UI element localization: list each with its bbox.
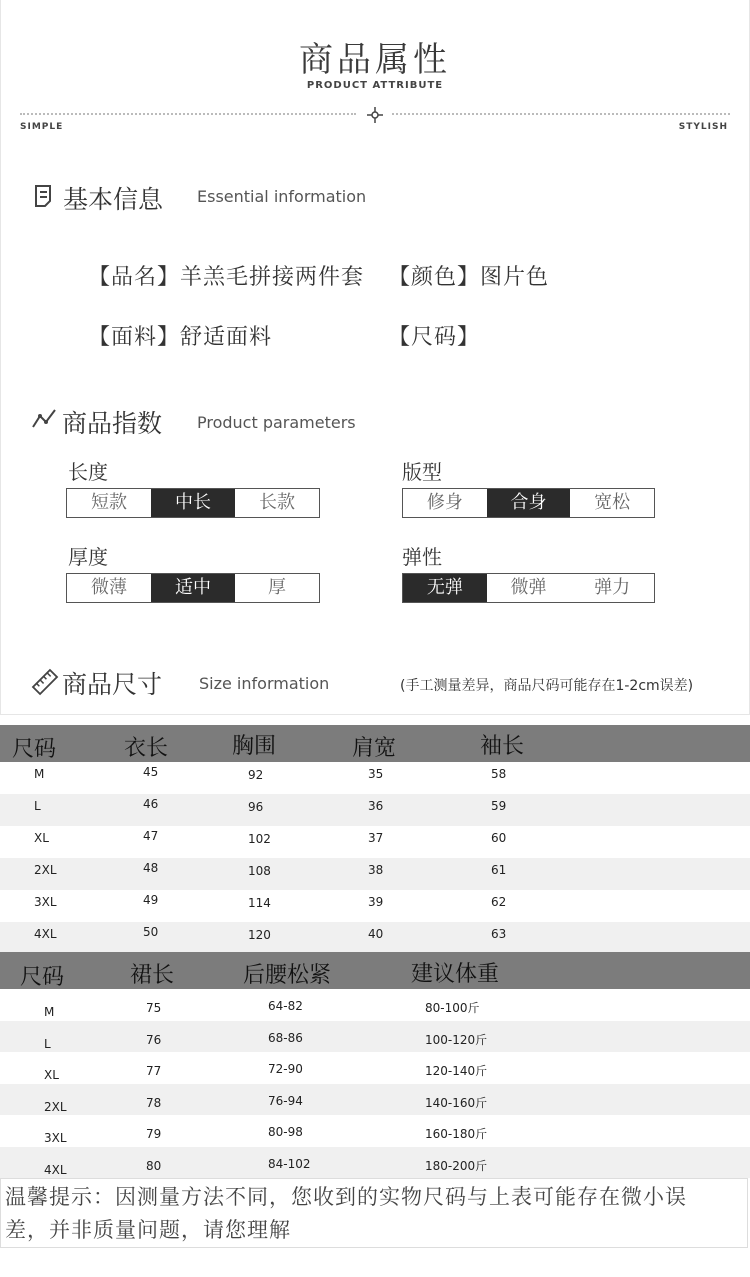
table1-cell-size: 4XL [34, 927, 57, 941]
warm-tip-line2: 差，并非质量问题，请您理解 [5, 1218, 291, 1242]
divider-left [20, 113, 356, 115]
length-option-long: 长款 [259, 492, 295, 513]
length-option-mid: 中长 [151, 489, 235, 517]
table1-cell-sleeve: 62 [491, 895, 507, 909]
params-title-en: Product parameters [197, 413, 356, 432]
fit-option-slim: 修身 [426, 492, 463, 513]
table1-row [0, 858, 750, 890]
table2-row [0, 1084, 750, 1116]
table1-header-sleeve: 袖长 [480, 734, 525, 759]
warm-tip-line1: 温馨提示：因测量方法不同，您收到的实物尺码与上表可能存在微小误 [5, 1185, 687, 1209]
table1-header-shoulder: 肩宽 [352, 736, 397, 761]
table1-row [0, 762, 750, 794]
table2-cell-size: 3XL [44, 1131, 67, 1145]
ruler-icon [31, 668, 59, 696]
table2-cell-waist: 80-98 [268, 1125, 303, 1139]
table2-cell-waist: 72-90 [268, 1062, 303, 1076]
size-note: (手工测量差异，商品尺码可能存在1-2cm误差) [400, 678, 694, 694]
length-selector [66, 488, 320, 518]
thickness-label: 厚度 [68, 545, 108, 569]
table2-cell-weight: 140-160斤 [425, 1095, 488, 1110]
table2-cell-waist: 76-94 [268, 1093, 303, 1108]
page-title: 商品属性 [299, 40, 451, 80]
table2-row [0, 1115, 750, 1147]
table1-cell-chest: 96 [248, 800, 264, 814]
page-subtitle: PRODUCT ATTRIBUTE [306, 80, 444, 91]
table1-cell-chest: 102 [248, 832, 271, 846]
table2-cell-weight: 100-120斤 [425, 1032, 488, 1047]
table2-header-skirt-length: 裙长 [130, 963, 175, 988]
document-icon [33, 184, 55, 208]
table1-cell-length: 45 [143, 765, 159, 779]
table1-row [0, 922, 750, 954]
table1-cell-sleeve: 59 [491, 799, 507, 813]
table1-cell-sleeve: 58 [491, 767, 507, 781]
product-fabric: 【面料】舒适面料 [88, 325, 273, 350]
table1-cell-chest: 114 [248, 896, 271, 910]
thickness-option-thick: 厚 [268, 577, 286, 598]
product-name: 【品名】羊羔毛拼接两件套 [88, 265, 365, 290]
elasticity-option-none: 无弹 [403, 574, 487, 602]
table1-cell-size: M [34, 767, 45, 781]
length-label: 长度 [68, 460, 108, 484]
table1-row [0, 794, 750, 826]
table1-cell-sleeve: 61 [491, 863, 507, 877]
basic-info-title: 基本信息 [63, 185, 164, 214]
table1-cell-length: 48 [143, 861, 159, 875]
length-option-short: 短款 [91, 492, 127, 513]
table1-header-length: 衣长 [124, 736, 169, 761]
crosshair-ornament-icon [366, 106, 384, 124]
table1-cell-shoulder: 37 [368, 831, 384, 845]
size-info-title-en: Size information [199, 674, 330, 693]
warm-tip [0, 1178, 748, 1248]
table2-cell-waist: 68-86 [268, 1030, 303, 1045]
table1-header [0, 725, 750, 762]
table1-cell-shoulder: 40 [368, 927, 384, 941]
table1-header-chest: 胸围 [232, 734, 277, 759]
table2-cell-weight: 180-200斤 [425, 1158, 488, 1173]
basic-info-title-en: Essential information [197, 187, 367, 206]
table1-cell-length: 50 [143, 925, 159, 939]
fit-selector [402, 488, 655, 518]
table1-cell-shoulder: 38 [368, 863, 384, 877]
table2-header [0, 952, 750, 989]
table1-cell-sleeve: 63 [491, 927, 507, 941]
table1-cell-chest: 108 [248, 864, 271, 878]
stylish-label: STYLISH [678, 122, 728, 132]
elasticity-selector [402, 573, 655, 603]
elasticity-option-slight: 微弹 [510, 577, 547, 598]
table1-cell-shoulder: 39 [368, 895, 384, 909]
table1-cell-chest: 92 [248, 768, 264, 782]
table2-cell-skirt-length: 79 [146, 1127, 162, 1141]
simple-label: SIMPLE [20, 122, 64, 132]
table1-cell-size: 3XL [34, 895, 57, 909]
table2-cell-skirt-length: 77 [146, 1064, 162, 1078]
table2-cell-weight: 80-100斤 [425, 1001, 480, 1015]
table2-header-size: 尺码 [20, 965, 65, 990]
thickness-option-thin: 微薄 [91, 577, 127, 598]
table1-cell-size: 2XL [34, 863, 57, 877]
table2-row [0, 1021, 750, 1053]
table1-cell-length: 47 [143, 829, 159, 843]
thickness-selector [66, 573, 320, 603]
table2-cell-waist: 64-82 [268, 999, 303, 1013]
table2-cell-waist: 84-102 [268, 1156, 311, 1171]
elasticity-label: 弹性 [402, 545, 442, 569]
divider-right [392, 113, 730, 115]
elasticity-option-stretch: 弹力 [594, 577, 631, 598]
fit-option-regular: 合身 [487, 489, 571, 517]
table2-cell-skirt-length: 78 [146, 1095, 162, 1110]
fit-option-loose: 宽松 [594, 492, 631, 513]
table2-cell-size: XL [44, 1068, 59, 1082]
table2-row [0, 989, 750, 1021]
table2-cell-size: L [44, 1036, 51, 1051]
table1-cell-shoulder: 36 [368, 799, 384, 813]
table2-cell-weight: 120-140斤 [425, 1064, 488, 1078]
table2-header-waist: 后腰松紧 [243, 963, 332, 988]
table1-cell-sleeve: 60 [491, 831, 507, 845]
product-size: 【尺码】 [388, 325, 481, 350]
table1-cell-size: L [34, 799, 41, 813]
fit-label: 版型 [402, 460, 442, 484]
product-color: 【颜色】图片色 [388, 265, 550, 290]
table2-cell-skirt-length: 75 [146, 1001, 162, 1015]
table1-cell-shoulder: 35 [368, 767, 384, 781]
table2-cell-size: M [44, 1005, 55, 1019]
size-info-title: 商品尺寸 [62, 670, 163, 699]
table2-row [0, 1147, 750, 1179]
trend-line-icon [31, 408, 57, 430]
thickness-option-medium: 适中 [151, 574, 235, 602]
table1-row [0, 890, 750, 922]
table1-cell-length: 46 [143, 797, 159, 811]
table2-cell-size: 4XL [44, 1162, 67, 1177]
params-title: 商品指数 [62, 409, 163, 438]
table2-cell-skirt-length: 76 [146, 1032, 162, 1047]
table2-cell-size: 2XL [44, 1099, 67, 1114]
table2-row [0, 1052, 750, 1084]
table1-cell-length: 49 [143, 893, 159, 907]
table2-header-weight: 建议体重 [411, 962, 500, 987]
table1-cell-chest: 120 [248, 928, 271, 942]
table1-row [0, 826, 750, 858]
table1-cell-size: XL [34, 831, 49, 845]
table1-header-size: 尺码 [12, 737, 57, 762]
table2-cell-skirt-length: 80 [146, 1158, 162, 1173]
table2-cell-weight: 160-180斤 [425, 1127, 488, 1141]
